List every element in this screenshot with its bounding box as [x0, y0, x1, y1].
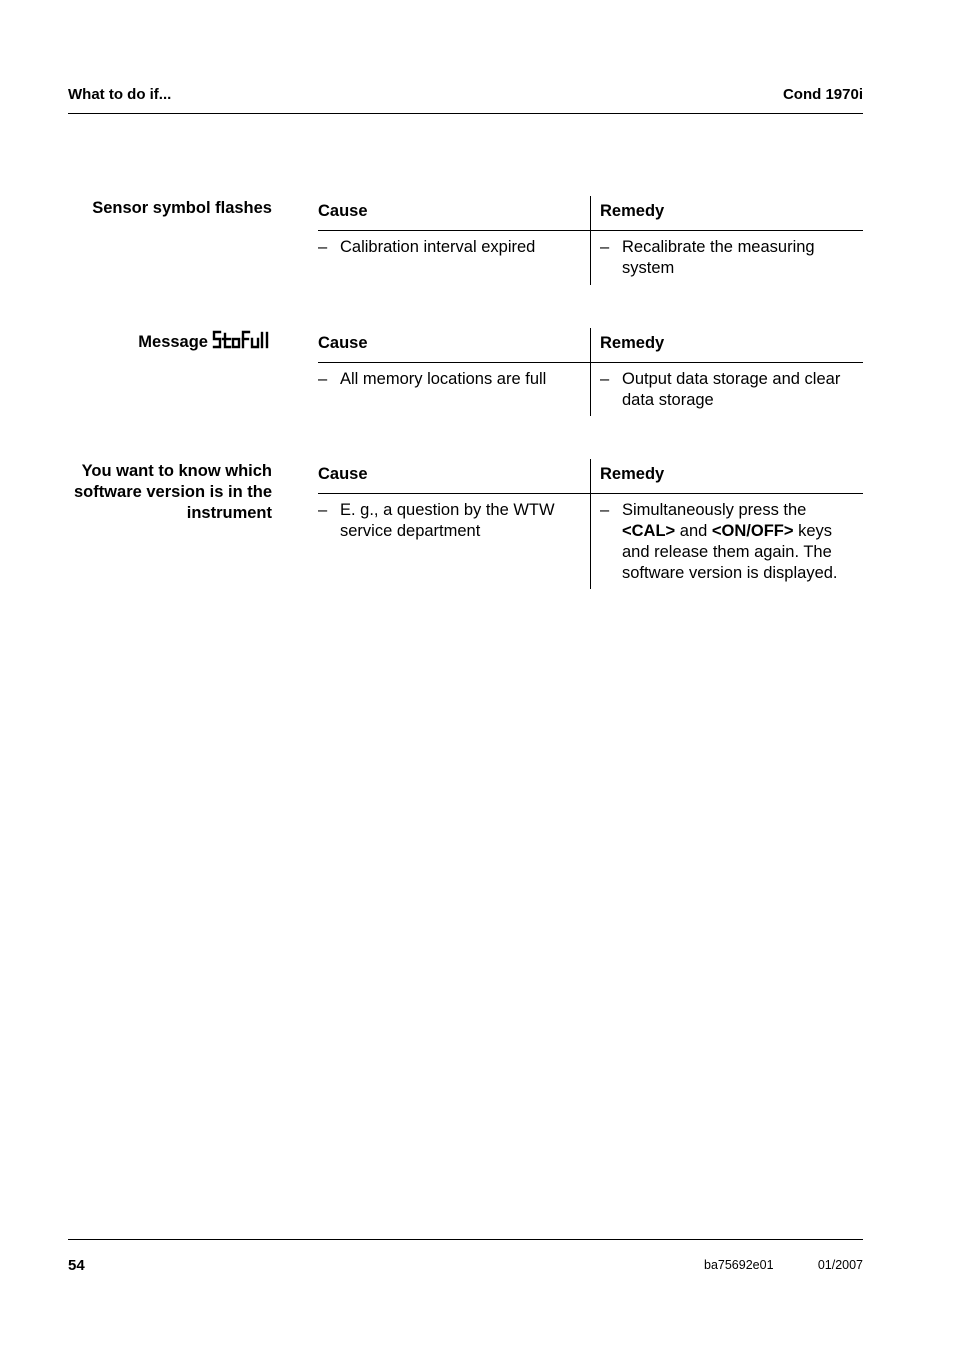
remedy-header: Remedy	[600, 334, 665, 352]
cause-text: Calibration interval expired	[340, 238, 536, 256]
remedy-cell	[600, 369, 862, 411]
cause-remedy-table	[318, 196, 863, 277]
cause-cell	[318, 500, 580, 542]
cause-cell	[318, 237, 580, 258]
section-label: Sensor symbol flashes	[92, 199, 272, 217]
table-header-row	[318, 459, 863, 494]
remedy-header: Remedy	[600, 465, 665, 483]
remedy-text-part: and	[675, 522, 712, 540]
dash-bullet: –	[318, 370, 328, 388]
remedy-header: Remedy	[600, 202, 665, 220]
cause-cell	[318, 369, 580, 390]
cause-header: Cause	[318, 465, 368, 483]
header-rule	[68, 113, 863, 114]
dash-bullet: –	[318, 238, 328, 256]
remedy-text: Output data storage and clear data storage	[622, 370, 841, 409]
remedy-text-part: keys and release them again. The software version is displayed.	[622, 522, 838, 582]
cause-header: Cause	[318, 202, 368, 220]
dash-bullet: –	[600, 370, 610, 388]
section-label: You want to know which software version is in the instrument	[73, 462, 272, 522]
table-header-row	[318, 328, 863, 363]
section-label-text: Message	[138, 333, 208, 351]
remedy-cell	[600, 500, 862, 584]
document-code: ba75692e01	[704, 1258, 774, 1272]
section-label	[42, 330, 272, 353]
dash-bullet: –	[600, 501, 610, 519]
lcd-stofull-icon	[212, 330, 272, 350]
page-number: 54	[68, 1257, 85, 1274]
cause-text: All memory locations are full	[340, 370, 547, 388]
table-header-row	[318, 196, 863, 231]
running-header-section: What to do if...	[68, 86, 172, 103]
cal-key-label: <CAL>	[622, 522, 676, 540]
dash-bullet: –	[318, 501, 328, 519]
document-date: 01/2007	[817, 1258, 863, 1272]
on-off-key-label: <ON/OFF>	[711, 522, 794, 540]
cause-text: E. g., a question by the WTW service department	[340, 501, 555, 540]
cause-header: Cause	[318, 334, 368, 352]
running-header-product: Cond 1970i	[782, 86, 863, 103]
remedy-text	[622, 500, 862, 584]
remedy-text: Recalibrate the measuring system	[622, 238, 815, 277]
footer-rule	[68, 1239, 863, 1240]
cause-remedy-table	[318, 459, 863, 582]
remedy-text-part: Simultaneously press the	[622, 501, 807, 519]
dash-bullet: –	[600, 238, 610, 256]
cause-remedy-table	[318, 328, 863, 409]
remedy-cell	[600, 237, 862, 279]
